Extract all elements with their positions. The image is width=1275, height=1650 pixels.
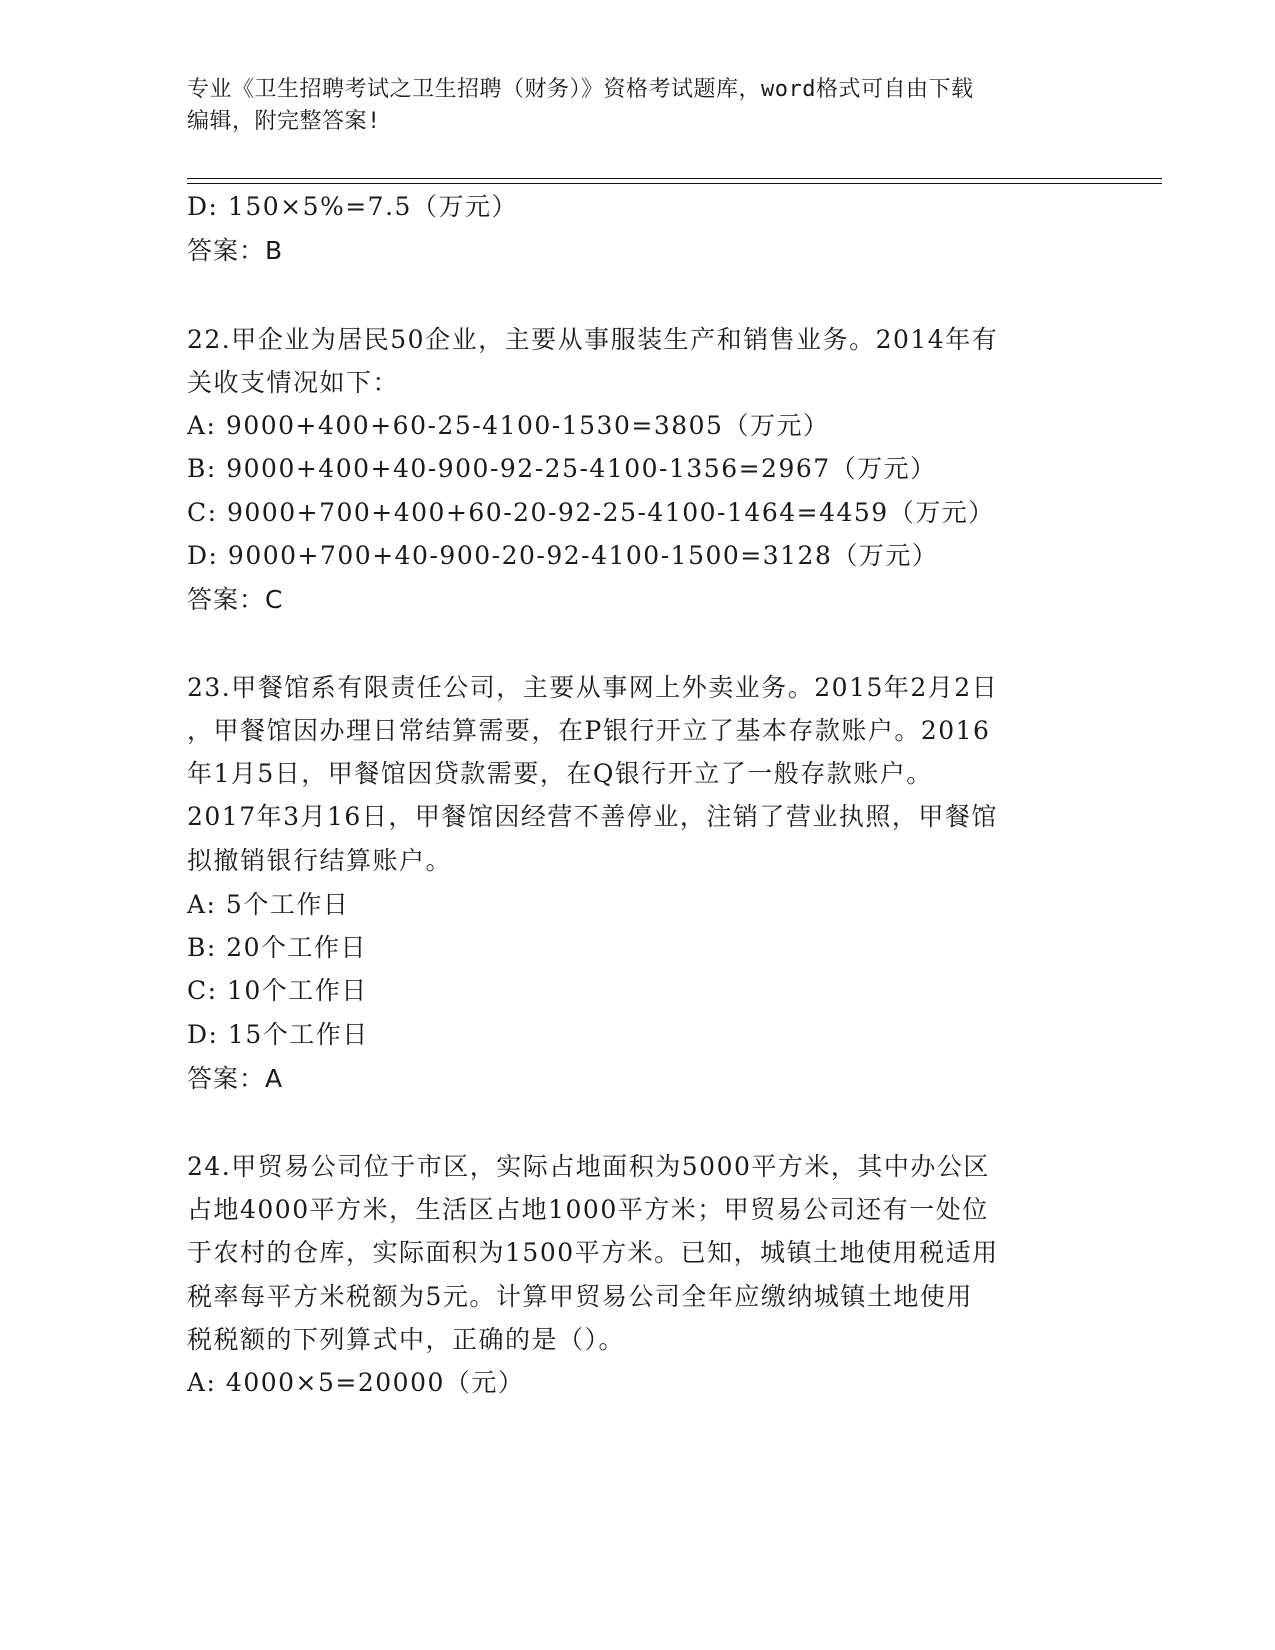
header-divider-top [187, 178, 1162, 179]
q23-stem-line-1: 23.甲餐馆系有限责任公司，主要从事网上外卖业务。2015年2月2日 [187, 673, 999, 702]
header-line-1: 专业《卫生招聘考试之卫生招聘（财务）》资格考试题库，word格式可自由下载 [187, 77, 974, 102]
header-line-2: 编辑，附完整答案! [187, 109, 381, 134]
q23-stem-line-3: 年1月5日，甲餐馆因贷款需要，在Q银行开立了一般存款账户。 [187, 759, 933, 788]
q22-option-b: B: 9000+400+40-900-92-25-4100-1356=2967（万元） [187, 454, 937, 483]
q22-answer: 答案：C [187, 585, 284, 614]
q24-stem-line-2: 占地4000平方米，生活区占地1000平方米；甲贸易公司还有一处位 [187, 1195, 989, 1224]
q23-stem-line-4: 2017年3月16日，甲餐馆因经营不善停业，注销了营业执照，甲餐馆 [187, 802, 998, 831]
q22-option-a: A: 9000+400+60-25-4100-1530=3805（万元） [187, 411, 830, 440]
q24-stem-line-3: 于农村的仓库，实际面积为1500平方米。已知，城镇土地使用税适用 [187, 1238, 999, 1267]
q22-stem-line-1: 22.甲企业为居民50企业，主要从事服装生产和销售业务。2014年有 [187, 325, 999, 354]
q22-option-d: D: 9000+700+40-900-20-92-4100-1500=3128（万元） [187, 541, 939, 570]
q24-stem-line-4: 税率每平方米税额为5元。计算甲贸易公司全年应缴纳城镇土地使用 [187, 1282, 973, 1311]
q22-stem-line-2: 关收支情况如下： [187, 368, 400, 397]
q23-stem-line-5: 拟撤销银行结算账户。 [187, 846, 453, 875]
q23-option-b: B: 20个工作日 [187, 933, 368, 962]
document-header [187, 74, 1067, 138]
q23-option-d: D: 15个工作日 [187, 1020, 369, 1049]
q24-stem-line-1: 24.甲贸易公司位于市区，实际占地面积为5000平方米，其中办公区 [187, 1152, 990, 1181]
header-divider-bottom [187, 183, 1162, 184]
q24-option-a: A: 4000×5=20000（元） [187, 1368, 525, 1397]
q23-option-c: C: 10个工作日 [187, 976, 368, 1005]
q23-option-a: A: 5个工作日 [187, 890, 350, 919]
q23-stem-line-2: ，甲餐馆因办理日常结算需要，在P银行开立了基本存款账户。2016 [187, 716, 991, 745]
q22-option-c: C: 9000+700+400+60-20-92-25-4100-1464=4459（万元） [187, 498, 995, 527]
q24-stem-line-5: 税税额的下列算式中，正确的是（）。 [187, 1325, 626, 1354]
prev-option-d: D: 150×5%=7.5（万元） [187, 192, 518, 221]
q23-answer: 答案：A [187, 1064, 284, 1093]
prev-answer: 答案：B [187, 236, 284, 265]
